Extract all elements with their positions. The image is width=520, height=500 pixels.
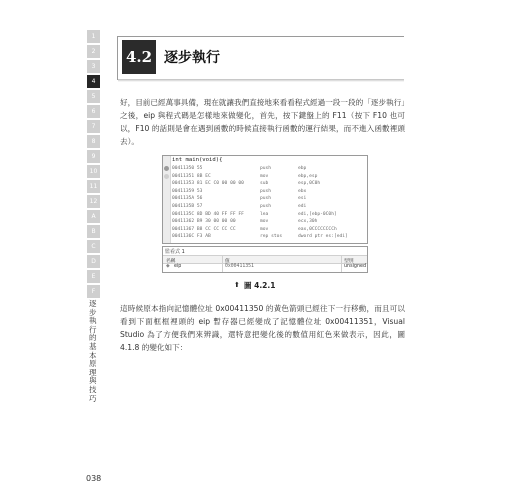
code-mnemonic: lea [260, 211, 269, 217]
paragraph-intro: 好，目前已經萬事具備，現在就讓我們直接地來看看程式經過一段一段的「逐步執行」之後，eip 與程式碼是怎樣地來做變化，首先，按下鍵盤上的 F11（按下 F10 也可以，F10 的話則是會在遇到函數的時候直接執行函數的運行結果，而不進入函數裡頭去）。 [120, 98, 405, 146]
chapter-tab-11: 11 [87, 180, 100, 193]
code-mnemonic: mov [260, 173, 269, 179]
code-operand: eax,0CCCCCCCCh [298, 226, 337, 232]
chapter-tab-D: D [87, 255, 100, 268]
code-operand: dword ptr es:[edi] [298, 234, 348, 240]
chapter-tab-6: 6 [87, 105, 100, 118]
code-address: 0041135C 8D BD 40 FF FF FF [172, 211, 244, 217]
page-number: 038 [86, 474, 102, 483]
code-address: 0041135A 56 [172, 196, 203, 202]
section-header-shadow [118, 79, 404, 82]
section-header-frame [117, 36, 404, 80]
code-mnemonic: push [260, 204, 272, 209]
vertical-chapter-title: 逐步執行的基本原理與技巧 [89, 299, 97, 403]
chapter-tab-12: 12 [87, 195, 100, 208]
chapter-tab-F: F [87, 285, 100, 298]
code-address: 0041136C F3 AB [172, 234, 211, 240]
paragraph-explanation: 這時候原本指向記憶體位址 0x00411350 的黃色箭頭已經往下一行移動，而且可以看到下面框框裡頭的 eip 暫存器已經變成了記憶體位址 0x00411351，Visual Studio 為了方便我們來辨識，還特意把變化後的數值用紅色來做表示，因此，圖 4.1.8 的變化如下： [120, 304, 405, 352]
watch-title: 監看式 1 [165, 249, 185, 255]
chapter-tab-10: 10 [87, 165, 100, 178]
code-address: 00411362 B9 30 00 00 00 [172, 219, 236, 225]
code-operand: edi [298, 204, 307, 209]
chapter-tab-2: 2 [87, 45, 100, 58]
chapter-tab-3: 3 [87, 60, 100, 73]
code-mnemonic: mov [260, 226, 269, 232]
watch-row-name: eip [174, 264, 182, 269]
code-operand: ebp [298, 166, 307, 171]
chapter-tab-8: 8 [87, 135, 100, 148]
watch-col-name: 名稱 [166, 259, 176, 264]
code-address: 00411359 53 [172, 188, 203, 194]
code-operand: ecx,30h [298, 219, 318, 225]
code-address: 00411353 81 EC C0 00 00 00 [172, 181, 244, 187]
chapter-tab-B: B [87, 225, 100, 238]
disassembly-window [162, 155, 368, 244]
code-mnemonic: push [260, 166, 272, 171]
code-mnemonic: push [260, 188, 272, 194]
expand-icon[interactable]: ◆ [166, 264, 170, 269]
code-mnemonic: push [260, 196, 272, 202]
section-title: 逐步執行 [164, 50, 220, 66]
chapter-tab-A: A [87, 210, 100, 223]
code-operand: ebp,esp [298, 173, 318, 179]
figure-caption: 圖 4.2.1 [244, 281, 276, 290]
code-mnemonic: sub [260, 181, 269, 187]
chapter-tab-9: 9 [87, 150, 100, 163]
code-operand: ebx [298, 188, 307, 194]
code-operand: esp,0C0h [298, 181, 321, 187]
code-operand: edi,[ebp-0C0h] [298, 211, 337, 217]
chapter-tab-5: 5 [87, 90, 100, 103]
chapter-tab-4: 4 [87, 75, 100, 88]
code-address: 00411351 8B EC [172, 173, 211, 179]
watch-col-value: 值 [225, 259, 230, 264]
up-arrow-icon: ⬆ [234, 281, 240, 289]
section-number: 4.2 [122, 40, 156, 74]
chapter-tab-7: 7 [87, 120, 100, 133]
code-operand: esi [298, 196, 307, 202]
code-address: 00411350 55 [172, 166, 203, 171]
watch-window [162, 246, 368, 273]
chapter-tabs [87, 30, 101, 300]
code-mnemonic: mov [260, 219, 269, 225]
chapter-tab-C: C [87, 240, 100, 253]
watch-row[interactable] [163, 263, 367, 270]
code-header: int main(void){ [172, 157, 223, 163]
watch-col-type: 型別 [344, 259, 354, 264]
chapter-tab-1: 1 [87, 30, 100, 43]
current-line-arrow-icon[interactable] [164, 174, 169, 179]
watch-row-value: 0x00411351 [225, 264, 254, 269]
chapter-tab-E: E [87, 270, 100, 283]
code-mnemonic: rep stos [260, 234, 283, 240]
watch-row-type: unsigned [344, 264, 366, 269]
code-address: 0041135B 57 [172, 204, 203, 209]
code-address: 00411367 B8 CC CC CC CC [172, 226, 236, 232]
breakpoint-icon[interactable] [164, 166, 169, 171]
